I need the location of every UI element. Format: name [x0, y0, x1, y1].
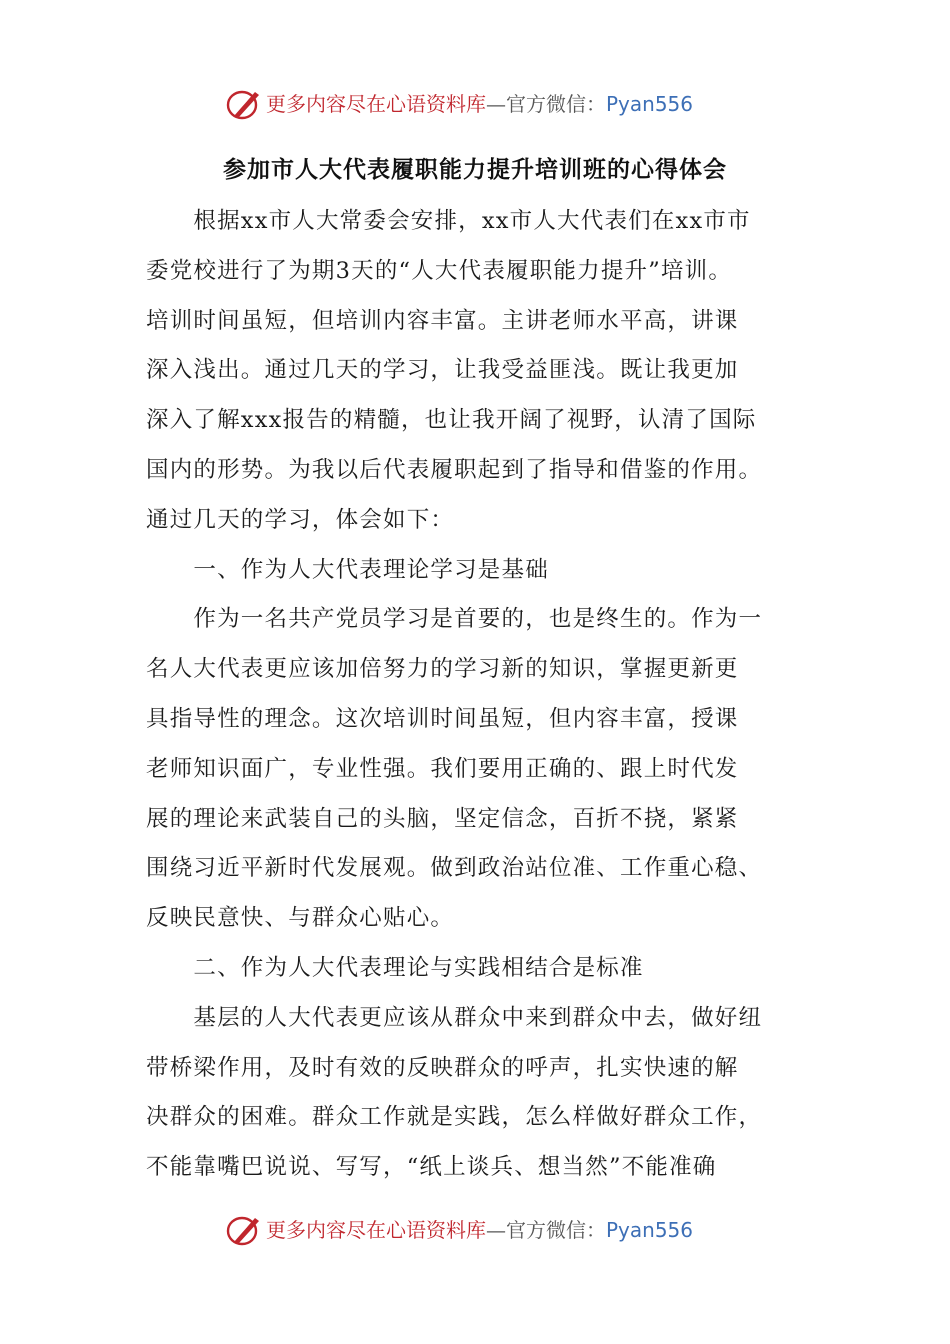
- body-line: 培训时间虽短，但培训内容丰富。主讲老师水平高，讲课: [146, 307, 739, 334]
- banner-dash-text: —官方微信：: [486, 92, 606, 116]
- body-line: 具指导性的理念。这次培训时间虽短，但内容丰富，授课: [146, 706, 739, 732]
- quill-logo-icon: [225, 1212, 263, 1248]
- body-line: 一、作为人大代表理论学习是基础: [146, 556, 549, 583]
- body-line: 国内的形势。为我以后代表履职起到了指导和借鉴的作用。: [146, 457, 763, 483]
- banner-wechat-id: Pyan556: [606, 92, 694, 116]
- body-line: 作为一名共产党员学习是首要的，也是终生的。作为一: [146, 606, 763, 633]
- body-line: 展的理论来武装自己的头脑，坚定信念，百折不挠，紧紧: [146, 805, 739, 832]
- body-line: 反映民意快、与群众心贴心。: [146, 905, 455, 932]
- body-line: 根据xx市人大常委会安排，xx市人大代表们在xx市市: [146, 208, 751, 234]
- body-line: 不能靠嘴巴说说、写写，“纸上谈兵、想当然”不能准确: [146, 1154, 717, 1181]
- banner-text: [266, 1216, 693, 1244]
- footer-banner: [0, 1210, 950, 1250]
- body-line: 围绕习近平新时代发展观。做到政治站位准、工作重心稳、: [146, 855, 763, 882]
- header-banner: [0, 84, 950, 124]
- banner-text: [266, 90, 693, 118]
- body-line: 通过几天的学习，体会如下：: [146, 506, 455, 533]
- body-line: 深入了解xxx报告的精髓，也让我开阔了视野，认清了国际: [146, 407, 757, 434]
- banner-dash-text: —官方微信：: [486, 1218, 606, 1242]
- body-line: 老师知识面广，专业性强。我们要用正确的、跟上时代发: [146, 755, 739, 782]
- body-line: 决群众的困难。群众工作就是实践，怎么样做好群众工作，: [146, 1104, 763, 1131]
- document-title: 参加市人大代表履职能力提升培训班的心得体会: [223, 157, 727, 183]
- body-line: 委党校进行了为期3天的“人大代表履职能力提升”培训。: [146, 257, 733, 284]
- quill-logo-icon: [225, 86, 263, 122]
- body-line: 带桥梁作用，及时有效的反映群众的呼声，扎实快速的解: [146, 1054, 739, 1081]
- body-line: 名人大代表更应该加倍努力的学习新的知识，掌握更新更: [146, 656, 739, 683]
- body-line: 基层的人大代表更应该从群众中来到群众中去，做好纽: [146, 1004, 763, 1031]
- banner-wechat-id: Pyan556: [606, 1218, 694, 1242]
- body-line: 二、作为人大代表理论与实践相结合是标准: [146, 955, 644, 981]
- banner-red-text: 更多内容尽在心语资料库: [266, 1218, 486, 1242]
- body-line: 深入浅出。通过几天的学习，让我受益匪浅。既让我更加: [146, 357, 739, 384]
- banner-red-text: 更多内容尽在心语资料库: [266, 92, 486, 116]
